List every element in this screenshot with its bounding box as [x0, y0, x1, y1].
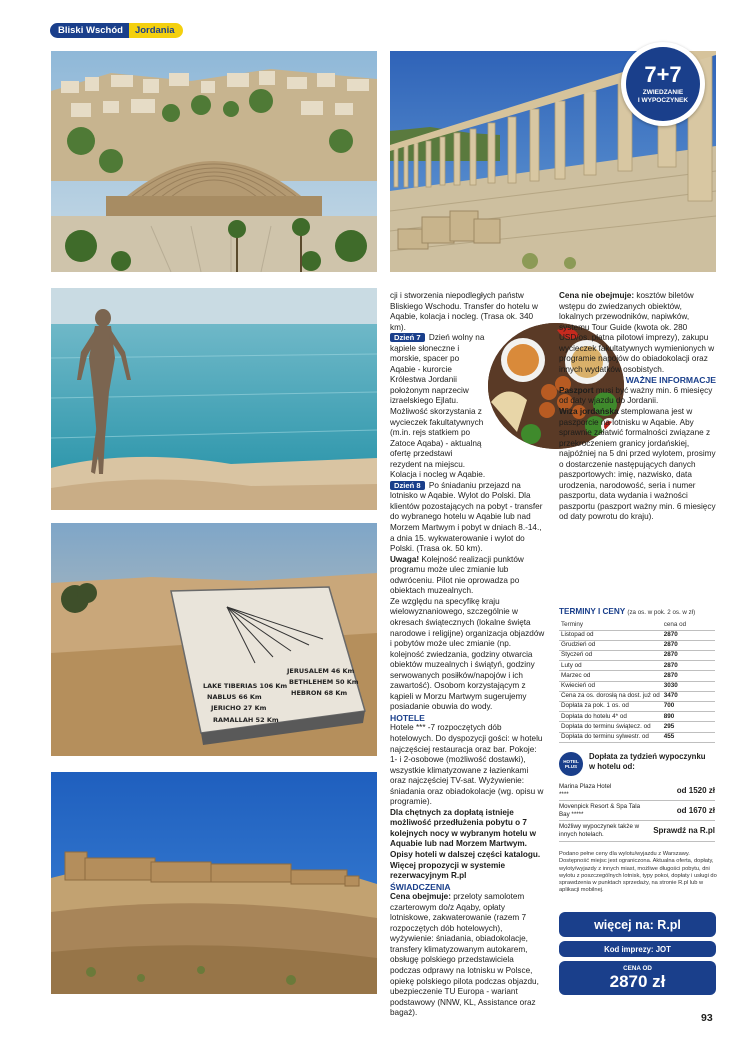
hotels-heading: HOTELE	[390, 712, 425, 723]
prices-heading	[559, 607, 695, 616]
hotel-name: Marina Plaza Hotel ****	[559, 781, 651, 801]
badge-line-1: ZWIEDZANIE	[642, 89, 684, 96]
more-info-button[interactable]: więcej na: R.pl	[559, 912, 716, 937]
hotel-plus-icon-line2: PLUS	[564, 764, 578, 769]
col-term: Terminy	[559, 620, 662, 630]
row-term: Luty od	[559, 661, 662, 671]
row-term: Kwiecień od	[559, 681, 662, 691]
program-intro: cji i stworzenia niepodległych państw Bliskiego Wschodu. Transfer do hotelu w Aqabie, kolacja i nocleg. (Trasa ok. 340 km).	[390, 291, 538, 332]
sign-line-jerusalem: JERUSALEM 46 Km	[287, 667, 355, 675]
row-term: Grudzień od	[559, 640, 662, 650]
row-price: 2870	[662, 651, 715, 661]
warning-label: Uwaga!	[390, 554, 420, 564]
table-header	[559, 620, 715, 630]
row-price: 700	[662, 702, 715, 712]
exclusions-label: Cena nie obejmuje:	[559, 291, 635, 300]
fine-print: Podano pełne ceny dla wylotu/wyjazdu z Warszawy. Dostępność miejsc jest ograniczona. Aktualna oferta, dopłaty, wyloty/wyjazdy z innych miast, możliwe długości pobytu, dni wylotu z poszczególnych lotnisk, typy pokoi, dopłaty i usługi do sprawdzenia w punktach sprzedaży, na stronie R.pl lub w aplikacji mobilnej.	[559, 851, 717, 894]
sign-line-hebron: HEBRON 68 Km	[291, 689, 348, 697]
row-price: 2870	[662, 661, 715, 671]
price-label: CENA OD	[623, 965, 652, 972]
hotel-plus-icon	[559, 752, 583, 776]
hotel-price: od 1670 zł	[651, 801, 715, 821]
row-term: Dopłata do terminu świątecz. od	[559, 722, 662, 732]
row-price: 3030	[662, 681, 715, 691]
amphitheatre-photo	[51, 51, 377, 272]
price-box	[559, 961, 716, 995]
hotel-plus-table	[559, 781, 715, 842]
extension-offer: Dla chętnych za dopłatą istnieje możliwość przedłużenia pobytu o 7 kolejnych nocy w wybranym hotelu w Aquabie lub nad Morzem Martwym. Opisy hoteli w dalszej części katalogu. Więcej propozycji w systemie rezerwacyjnym R.pl	[390, 807, 541, 881]
hotel-name: Movenpick Resort & Spa Tala Bay *****	[559, 801, 651, 821]
benefits-text: przeloty samolotem czarterowym do/z Aqaby, opłaty lotniskowe, zakwaterowanie (razem 7 rozpoczętych dób hotelowych), wyżywienie: śniadania, obiadokolacje, transfery klimatyzowanym autokarem, obsługę polskiego przedstawiciela podczas odprawy na lotnisku w Polsce, opiekę polskiego pilota podczas objazdu, ubezpieczenie TU Europa - wariant podstawowy (NNW, KL, Assistance oraz bagaż).	[390, 892, 539, 1018]
table-row	[559, 722, 715, 732]
tour-code: Kod imprezy: JOT	[559, 941, 716, 957]
mount-nebo-sign-photo	[51, 523, 377, 756]
visa-text: stemplowana jest w paszporcie na lotnisku w Aqabie. Aby sprawnie załatwić formalności związane z przekroczeniem granicy jordańskiej, najpóźniej na 5 dni przed wylotem, prosimy o dostarczenie następujących danych paszportowych: imię, nazwisko, data urodzenia, narodowość, seria i numer paszportu, data wydania i ważności paszportu (paszport ważny min. 6 miesięcy od daty powrotu do kraju).	[559, 407, 716, 522]
benefits-label: Cena obejmuje:	[390, 892, 451, 902]
sign-line-jericho: JERICHO 27 Km	[211, 704, 267, 712]
region-tag[interactable]: Bliski Wschód	[50, 23, 129, 38]
row-price: 2870	[662, 671, 715, 681]
sign-line-ramallah: RAMALLAH 52 Km	[213, 716, 279, 724]
hotel-name: Możliwy wypoczynek także w innych hotelach.	[559, 821, 651, 841]
hotel-plus-icon-line1: HOTEL	[563, 758, 579, 764]
kerak-castle-photo	[51, 772, 377, 994]
table-row	[559, 732, 715, 742]
important-info-heading: WAŻNE INFORMACJE	[625, 375, 716, 386]
notice-text: Ze względu na specyfikę kraju wielowyznaniowego, szczególnie w okresach świątecznych (lokalne święta narodowe i religijne) organizacja objazdów i pobytów może ulec zmianie (np. kolejność zwiedzania, godziny otwarcia obiektów muzealnych i świątyń, godziny serwowanych posiłków/napojów i ich zawartość). Osobom korzystającym z kąpieli w Morzu Martwym sugerujemy posiadanie obuwia do wody.	[390, 596, 545, 712]
hotel-plus-title-2: w hotelu od:	[589, 762, 635, 771]
row-price: 2870	[662, 630, 715, 640]
day-8-label: Dzień 8	[390, 481, 425, 490]
day-7-label: Dzień 7	[390, 333, 425, 342]
row-term: Dopłata do hotelu 4* od	[559, 712, 662, 722]
day-8-text: Po śniadaniu przejazd na lotnisko w Aqabie. Wylot do Polski. Dla klientów pozostających na pobyt - transfer do wybranego hotelu w Aqabie lub nad Morzem Martwym i pobyt w dniach 8.-14., a dnia 15. wykwaterowanie i wylot do Polski. (Trasa ok. 50 km).	[390, 480, 543, 554]
table-row	[559, 801, 715, 821]
exclusions-text: kosztów biletów wstępu do zwiedzanych obiektów, lokalnych przewodników, napiwków, systemu Tour Guide (kwota ok. 280 USD/os. płatna pilotowi imprezy), zakupu wycieczek fakultatywnych wymienionych w programie napojów do obiadokolacji oraz innych wydatków osobistych.	[559, 291, 715, 374]
passport-label: Paszport	[559, 385, 594, 395]
hotel-plus-title-1: Dopłata za tydzień wypoczynku	[589, 752, 706, 761]
breadcrumb	[50, 23, 183, 38]
prices-title: TERMINY I CENY	[559, 607, 626, 616]
hotel-plus-header	[559, 752, 706, 776]
row-price: 2870	[662, 640, 715, 650]
hotel-price: od 1520 zł	[651, 781, 715, 801]
tour-type-badge	[621, 42, 705, 126]
table-row	[559, 630, 715, 640]
table-row	[559, 651, 715, 661]
row-price: 890	[662, 712, 715, 722]
row-price: 295	[662, 722, 715, 732]
row-term: Listopad od	[559, 630, 662, 640]
warning-text: Kolejność realizacji punktów programu może ulec zmianie lub odwróceniu. Pilot nie oprowadza po obiektach muzealnych.	[390, 554, 524, 596]
price-table	[559, 620, 715, 743]
table-row	[559, 671, 715, 681]
price-value: 2870 zł	[609, 972, 666, 991]
row-price: 455	[662, 732, 715, 742]
sign-line-nablus: NABLUS 66 Km	[207, 693, 262, 701]
passport-text: musi być ważny min. 6 miesięcy od daty wjazdu do Jordanii.	[559, 385, 713, 406]
row-term: Dopłata za pok. 1 os. od	[559, 702, 662, 712]
table-row	[559, 821, 715, 841]
table-row	[559, 661, 715, 671]
visa-label: Wiza jordańska	[559, 407, 619, 417]
sign-line-tiberias: LAKE TIBERIAS 106 Km	[203, 682, 288, 690]
table-row	[559, 640, 715, 650]
program-column	[390, 291, 546, 1019]
hotel-price: Sprawdź na R.pl	[651, 821, 715, 841]
row-term: Styczeń od	[559, 651, 662, 661]
benefits-heading: ŚWIADCZENIA	[390, 881, 451, 892]
hotels-text: Hotele *** -7 rozpoczętych dób hotelowych. Do dyspozycji gości: w hotelu najczęściej restauracja oraz bar. Pokoje: 1- i 2-osobowe (możliwość dostawki), wszystkie klimatyzowane z łazienkami oraz najczęściej TV-sat. Wyżywienie: śniadania oraz obiadokolacje (wg. opisu w programie).	[390, 723, 544, 807]
dead-sea-statue-photo	[51, 288, 377, 510]
table-row	[559, 781, 715, 801]
row-term: Cena za os. dorosłą na dost. już od	[559, 691, 662, 701]
row-term: Marzec od	[559, 671, 662, 681]
table-row	[559, 712, 715, 722]
sign-line-bethlehem: BETHLEHEM 50 Km	[289, 678, 359, 686]
table-row	[559, 691, 715, 701]
prices-subtitle: (za os. w pok. 2 os. w zł)	[627, 609, 696, 616]
badge-title: 7+7	[644, 62, 682, 87]
col-price: cena od	[662, 620, 715, 630]
table-row	[559, 681, 715, 691]
country-tag[interactable]: Jordania	[129, 23, 183, 38]
table-row	[559, 702, 715, 712]
row-term: Dopłata do terminu sylwestr. od	[559, 732, 662, 742]
day-7-text: Dzień wolny na kąpiele słoneczne i morskie, spacer po Aqabie - kurorcie Królestwa Jordanii położonym naprzeciw izraelskiego Ejlatu. Możliwość skorzystania z wycieczek fakultatywnych (m.in. rejs statkiem po Zatoce Aqaba) - aktualną ofertę przedstawi rezydent na miejscu. Kolacja i nocleg w Aqabie.	[390, 333, 486, 480]
row-price: 3470	[662, 691, 715, 701]
badge-line-2: I WYPOCZYNEK	[637, 96, 689, 104]
info-column	[559, 291, 716, 523]
page-number: 93	[701, 1012, 713, 1024]
